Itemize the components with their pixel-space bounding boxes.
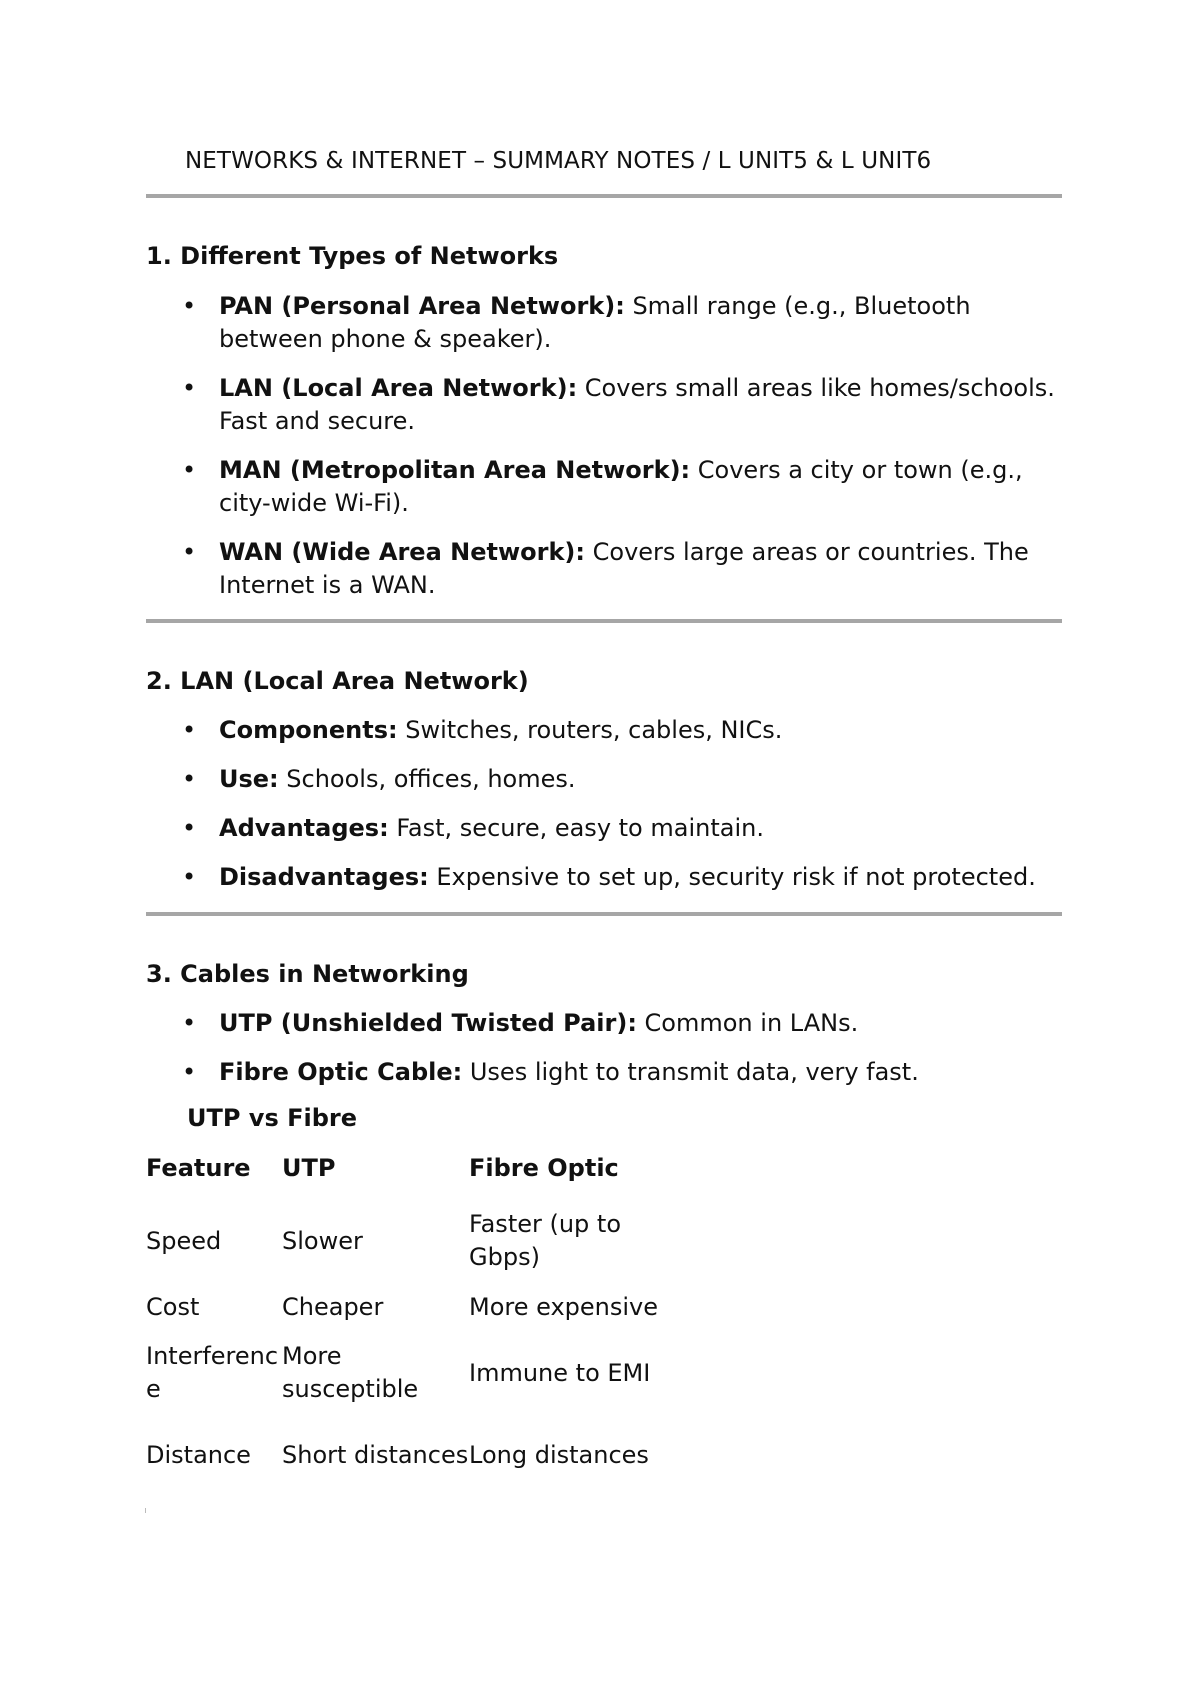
bullet-icon: • xyxy=(182,374,197,402)
list-item xyxy=(146,1007,1062,1040)
item-text: Schools, offices, homes. xyxy=(278,765,576,793)
item-term: LAN (Local Area Network): xyxy=(219,374,578,402)
bullet-icon: • xyxy=(182,814,197,842)
item-term: MAN (Metropolitan Area Network): xyxy=(219,456,691,484)
divider xyxy=(146,619,1062,623)
table-cell: Faster (up to Gbps) xyxy=(469,1210,622,1271)
item-text: Common in LANs. xyxy=(636,1009,859,1037)
table-row xyxy=(146,1200,669,1282)
divider xyxy=(146,912,1062,916)
list-item xyxy=(146,1056,1062,1089)
column-header: Fibre Optic xyxy=(469,1154,619,1182)
item-term: UTP (Unshielded Twisted Pair): xyxy=(219,1009,637,1037)
item-text: Switches, routers, cables, NICs. xyxy=(397,716,783,744)
item-term: PAN (Personal Area Network): xyxy=(219,292,625,320)
list-item xyxy=(146,372,1062,438)
bullet-list xyxy=(146,1007,1062,1105)
table-cell: Long distances xyxy=(469,1440,649,1469)
section-heading: 1. Different Types of Networks xyxy=(146,242,559,270)
column-header: Feature xyxy=(146,1154,251,1182)
item-term: Use: xyxy=(219,765,279,793)
table-caption: UTP vs Fibre xyxy=(187,1104,358,1132)
section-heading: 3. Cables in Networking xyxy=(146,960,469,988)
table-cell: Interference xyxy=(146,1342,279,1403)
table-cell: More expensive xyxy=(469,1292,659,1321)
item-text: Covers large areas or countries. The Internet is a WAN. xyxy=(219,538,1029,599)
bullet-icon: • xyxy=(182,538,197,566)
item-term: Fibre Optic Cable: xyxy=(219,1058,463,1086)
bullet-icon: • xyxy=(182,716,197,744)
table-row xyxy=(146,1414,669,1496)
table-header-row xyxy=(146,1152,669,1200)
bullet-icon: • xyxy=(182,456,197,484)
bullet-icon: • xyxy=(182,765,197,793)
table-row xyxy=(146,1332,669,1414)
table-cell: Cost xyxy=(146,1292,200,1321)
item-term: Components: xyxy=(219,716,398,744)
table-cell: Short distances xyxy=(282,1440,469,1469)
list-item xyxy=(146,454,1062,520)
table-cell: Cheaper xyxy=(282,1292,384,1321)
bullet-icon: • xyxy=(182,1058,197,1086)
table-cell: Distance xyxy=(146,1440,251,1469)
comparison-table xyxy=(146,1152,669,1496)
section-heading: 2. LAN (Local Area Network) xyxy=(146,667,529,695)
bullet-icon: • xyxy=(182,863,197,891)
table-cell: Immune to EMI xyxy=(469,1358,651,1387)
item-term: WAN (Wide Area Network): xyxy=(219,538,585,566)
list-item xyxy=(146,290,1062,356)
list-item xyxy=(146,812,1062,845)
table-cell: Slower xyxy=(282,1226,363,1255)
item-text: Small range (e.g., Bluetooth between phone & speaker). xyxy=(219,292,971,353)
divider xyxy=(146,194,1062,198)
page-title: NETWORKS & INTERNET – SUMMARY NOTES / L UNIT5 & L UNIT6 xyxy=(185,148,932,174)
list-item xyxy=(146,861,1062,894)
page-mark xyxy=(145,1508,146,1513)
column-header: UTP xyxy=(282,1154,336,1182)
table-cell: Speed xyxy=(146,1226,222,1255)
item-text: Fast, secure, easy to maintain. xyxy=(388,814,764,842)
item-text: Expensive to set up, security risk if not protected. xyxy=(428,863,1036,891)
item-term: Disadvantages: xyxy=(219,863,429,891)
item-text: Covers a city or town (e.g., city-wide Wi-Fi). xyxy=(219,456,1023,517)
bullet-list xyxy=(146,290,1062,618)
item-text: Covers small areas like homes/schools. Fast and secure. xyxy=(219,374,1055,435)
item-text: Uses light to transmit data, very fast. xyxy=(462,1058,919,1086)
table-cell: More susceptible xyxy=(282,1342,419,1403)
list-item xyxy=(146,714,1062,747)
table-row xyxy=(146,1282,669,1332)
list-item xyxy=(146,763,1062,796)
bullet-list xyxy=(146,714,1062,910)
bullet-icon: • xyxy=(182,292,197,320)
item-term: Advantages: xyxy=(219,814,389,842)
bullet-icon: • xyxy=(182,1009,197,1037)
list-item xyxy=(146,536,1062,602)
